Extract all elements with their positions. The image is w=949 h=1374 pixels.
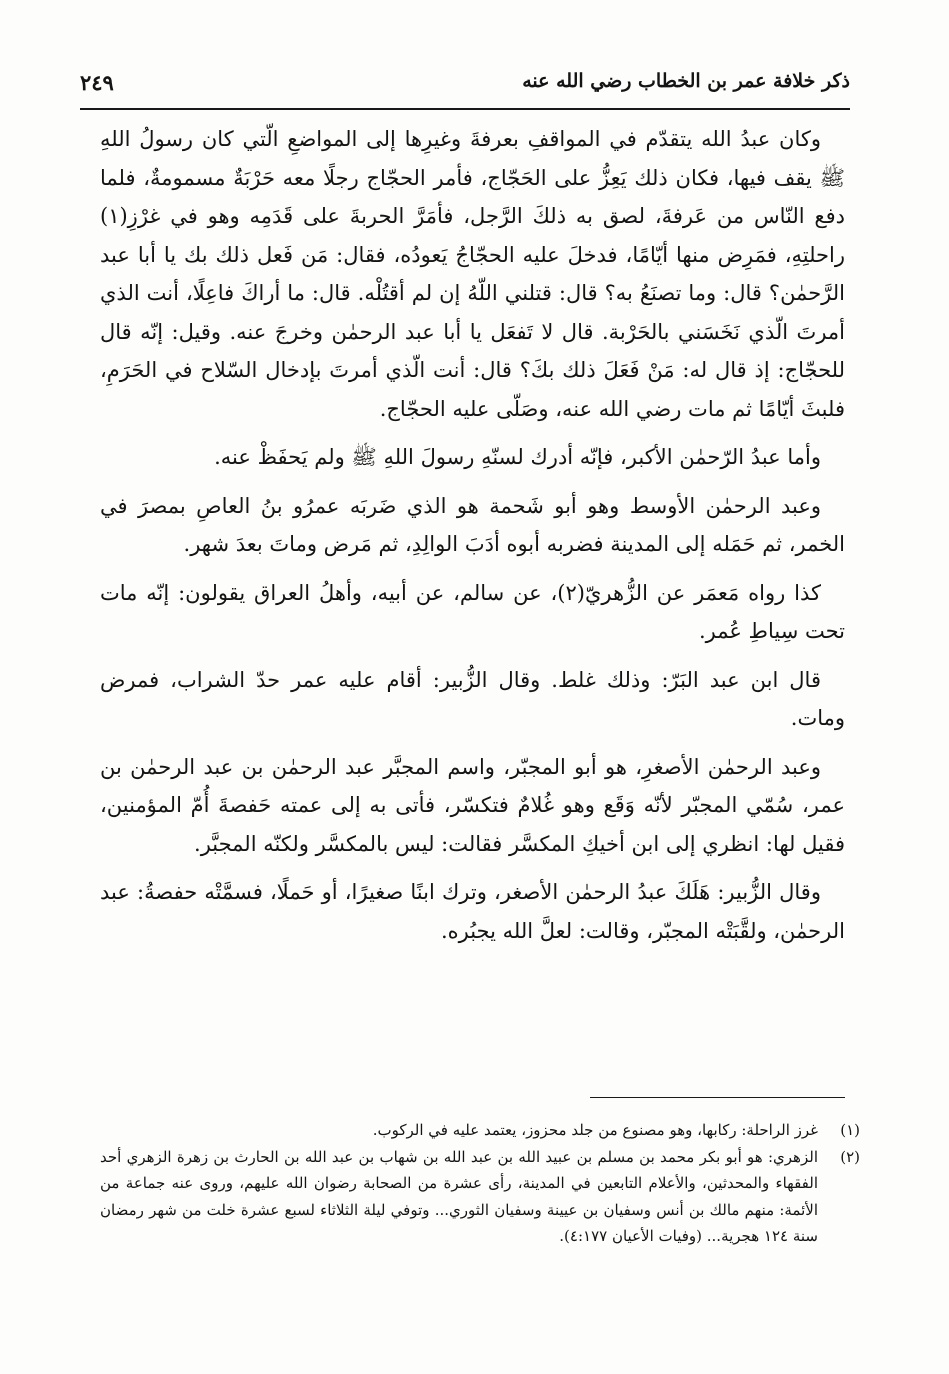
footnote-number: (٢) xyxy=(840,1147,860,1166)
paragraph: قال ابن عبد البَرّ: وذلك غلط. وقال الزُّبير: أقام عليه عمر حدّ الشراب، فمرض ومات. xyxy=(100,667,845,730)
paragraph: وكان عبدُ الله يتقدّم في المواقفِ بعرفةَ وغيرِها إلى المواضعِ الّتي كان رسولُ اللهِ ﷺ يقف فيها، فكان ذلك يَعِزُّ على الحَجّاج، فأمر الحجّاج رجلًا معه حَرْبَةٌ مسمومةٌ، فلما دفع النّاس من عَرفةَ، لصق به ذلكَ الرَّجل، فأمَرَّ الحربةَ على قَدَمِه وهو في غرْزِ(١) راحلتِهِ، فمَرِض منها أيّامًا، فدخلَ عليه الحجّاجُ يَعودُه، فقال: مَن فَعل ذلك بك يا أبا عبد الرَّحمٰن؟ قال: وما تصنَعُ به؟ قال: قتلني اللّهُ إن لم أقتُلْه. قال: ما أراكَ فاعِلًا، أنت الذي أمرتَ الّذي نَخَسَني بالحَرْبة. قال لا تَفعَل يا أبا عبد الرحمٰن وخرجَ عنه. وقيل: إنّه قال للحجّاج: إذ قال له: مَنْ فَعَلَ ذلك بكَ؟ قال: أنت الّذي أمرتَ بإدخال السّلاح في الحَرَمِ، فلبثَ أيّامًا ثم مات رضي الله عنه، وصَلّى عليه الحجّاج. xyxy=(100,127,845,421)
paragraph: وعبد الرحمٰن الأوسط وهو أبو شَحمة هو الذي ضَربَه عمرُو بنُ العاصِ بمصرَ في الخمر، ثم حَمَله إلى المدينة فضربه أبوه أدَبَ الوالِدِ، ثم مَرض وماتَ بعدَ شهر. xyxy=(100,493,845,556)
running-header xyxy=(80,60,850,110)
chapter-title: ذكر خلافة عمر بن الخطاب رضي الله عنه xyxy=(522,70,850,92)
footnote-separator xyxy=(590,1097,845,1098)
page-number: ٢٤٩ xyxy=(80,70,114,95)
footnote-text: غرز الراحلة: ركابها، وهو مصنوع من جلد محزوز، يعتمد عليه في الركوب. xyxy=(372,1121,818,1139)
footnote-number: (١) xyxy=(840,1121,860,1139)
footnote xyxy=(100,1117,860,1144)
paragraph: كذا رواه مَعمَر عن الزُّهريّ(٢)، عن سالم، عن أبيه، وأهلُ العراق يقولون: إنّه مات تحت سِياطِ عُمر. xyxy=(100,580,845,643)
footnote xyxy=(100,1144,860,1250)
main-text xyxy=(100,120,845,960)
paragraph: وأما عبدُ الرّحمٰن الأكبر، فإنّه أدرك لسنّهِ رسولَ اللهِ ﷺ ولم يَحفَظْ عنه. xyxy=(214,445,821,469)
footnotes xyxy=(100,1117,860,1250)
paragraph: وعبد الرحمٰن الأصغرِ، هو أبو المجبّر، واسم المجبَّر عبد الرحمٰن بن عبد الرحمٰن بن عمر، سُمّي المجبّر لأنّه وَقَع وهو غُلامٌ فتكسّر، فأتى به إلى عمته حَفصةَ أُمّ المؤمنين، فقيل لها: انظري إلى ابن أخيكِ المكسَّر فقالت: ليس بالمكسَّر ولكنّه المجبَّر. xyxy=(100,754,845,856)
footnote-text: الزهري: هو أبو بكر محمد بن مسلم بن عبيد الله بن عبد الله بن شهاب بن عبد الله بن الحارث بن زهرة الزهري أحد الفقهاء والمحدثين، والأعلام التابعين في المدينة، رأى عشرة من الصحابة رضوان الله عليهم، وروى عنه جماعة من الأئمة: منهم مالك بن أنس وسفيان بن عيينة وسفيان الثوري... وتوفي ليلة الثلاثاء لسبع عشرة خلت من شهر رمضان سنة ١٢٤ هجرية... (وفيات الأعيان ٤:١٧٧). xyxy=(100,1147,818,1245)
paragraph: وقال الزُّبير: هَلَكَ عبدُ الرحمٰن الأصغر، وترك ابنًا صغيرًا، أو حَملًا، فسمَّتْه حفصةُ: عبد الرحمٰن، ولقَّبَتْه المجبّر، وقالت: لعلَّ الله يجبُره. xyxy=(100,880,845,943)
